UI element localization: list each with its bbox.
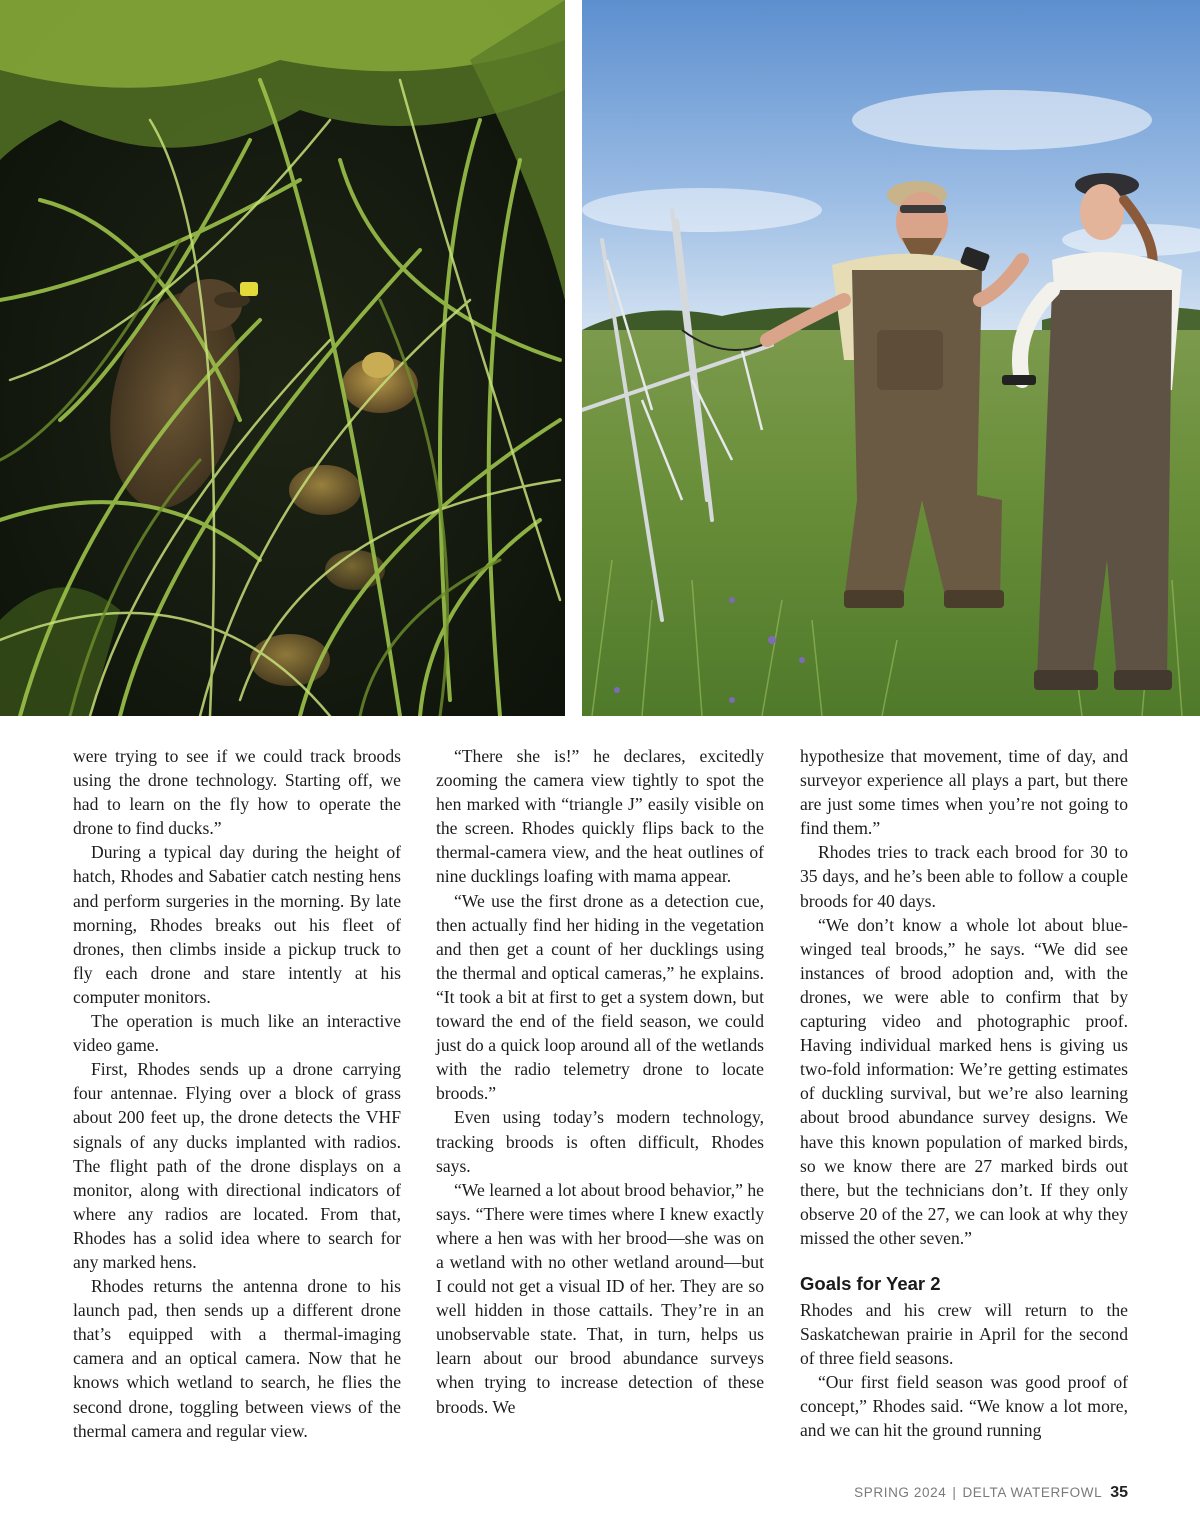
duck-brood-photo [0, 0, 565, 716]
paragraph: Even using today’s modern technology, tracking broods is often difficult, Rhodes says. [436, 1107, 764, 1176]
paragraph: Rhodes tries to track each brood for 30 to 35 days, and he’s been able to follow a couple broods for 40 days. [800, 842, 1128, 911]
researchers-photo [582, 0, 1200, 716]
page-number: 35 [1110, 1484, 1128, 1501]
paragraph: During a typical day during the height of hatch, Rhodes and Sabatier catch nesting hens and perform surgeries in the morning. By late morning, Rhodes breaks out his fleet of drones, then climbs inside a pickup truck to fly each drone and stare intently at his computer monitors. [73, 842, 401, 1007]
paragraph: “We don’t know a whole lot about blue-winged teal broods,” he says. “We did see instances of brood adoption and, with the drones, we were able to confirm that by capturing video and photographic proof. Having individual marked hens is giving us two-fold information: We’re getting estimates of duckling survival, but we’re also learning about brood abundance survey designs. We have this known population of marked birds, so we know there are 27 marked birds out there, but the technicians don’t. If they only observe 20 of the 27, we can look at why they missed the other seven.” [800, 914, 1128, 1248]
paragraph: Rhodes and his crew will return to the Saskatchewan prairie in April for the second of three field seasons. [800, 1299, 1128, 1369]
paragraph: were trying to see if we could track broods using the drone technology. Starting off, we had to learn on the fly how to operate the drone to find ducks.” [73, 746, 401, 839]
researchers-with-antenna-photo-icon [582, 0, 1200, 716]
magazine-name: DELTA WATERFOWL [962, 1485, 1103, 1500]
paragraph: “We use the first drone as a detection cue, then actually find her hiding in the vegetation and then get a count of her ducklings using the thermal and optical cameras,” he explains. “It took a bit at first to get a system down, but toward the end of the field season, we could just do a quick loop around all of the wetlands with the radio telemetry drone to locate broods.” [436, 890, 764, 1104]
page-folio [854, 1484, 1128, 1502]
paragraph: First, Rhodes sends up a drone carrying four antennae. Flying over a block of grass about 200 feet up, the drone detects the VHF signals of any ducks implanted with radios. The flight path of the drone displays on a monitor, along with directional indicators of where any radios are located. From that, Rhodes has a solid idea where to search for any marked hens. [73, 1059, 401, 1272]
duck-brood-in-grass-photo-icon [0, 0, 565, 716]
article-column-1 [73, 744, 401, 1443]
paragraph: “We learned a lot about brood behavior,” he says. “There were times where I knew exactly where a hen was with her brood—she was on a wetland with no other wetland around—but I could not get a visual ID of her. They are so well hidden in those cattails. They’re in an unobservable state. That, in turn, helps us learn about our brood abundance surveys when trying to increase detection of these broods. We [436, 1179, 764, 1417]
issue-label: SPRING 2024 [854, 1485, 947, 1500]
article-column-2 [436, 744, 764, 1419]
section-heading: Goals for Year 2 [800, 1272, 941, 1294]
paragraph: “Our first field season was good proof of concept,” Rhodes said. “We know a lot more, and we can hit the ground running [800, 1372, 1128, 1441]
folio-separator: | [952, 1485, 957, 1500]
article-column-3 [800, 744, 1128, 1443]
paragraph: “There she is!” he declares, excitedly zooming the camera view tightly to spot the hen marked with “triangle J” easily visible on the screen. Rhodes quickly flips back to the thermal-camera view, and the heat outlines of nine ducklings loafing with mama appear. [436, 746, 764, 887]
paragraph: Rhodes returns the antenna drone to his launch pad, then sends up a different drone that’s equipped with a thermal-imaging camera and an optical camera. Now that he knows which wetland to search, he flies the second drone, toggling between views of the thermal camera and regular view. [73, 1276, 401, 1441]
paragraph: The operation is much like an interactive video game. [73, 1011, 401, 1056]
paragraph: hypothesize that movement, time of day, and surveyor experience all plays a part, but there are just some times when you’re not going to find them.” [800, 746, 1128, 839]
